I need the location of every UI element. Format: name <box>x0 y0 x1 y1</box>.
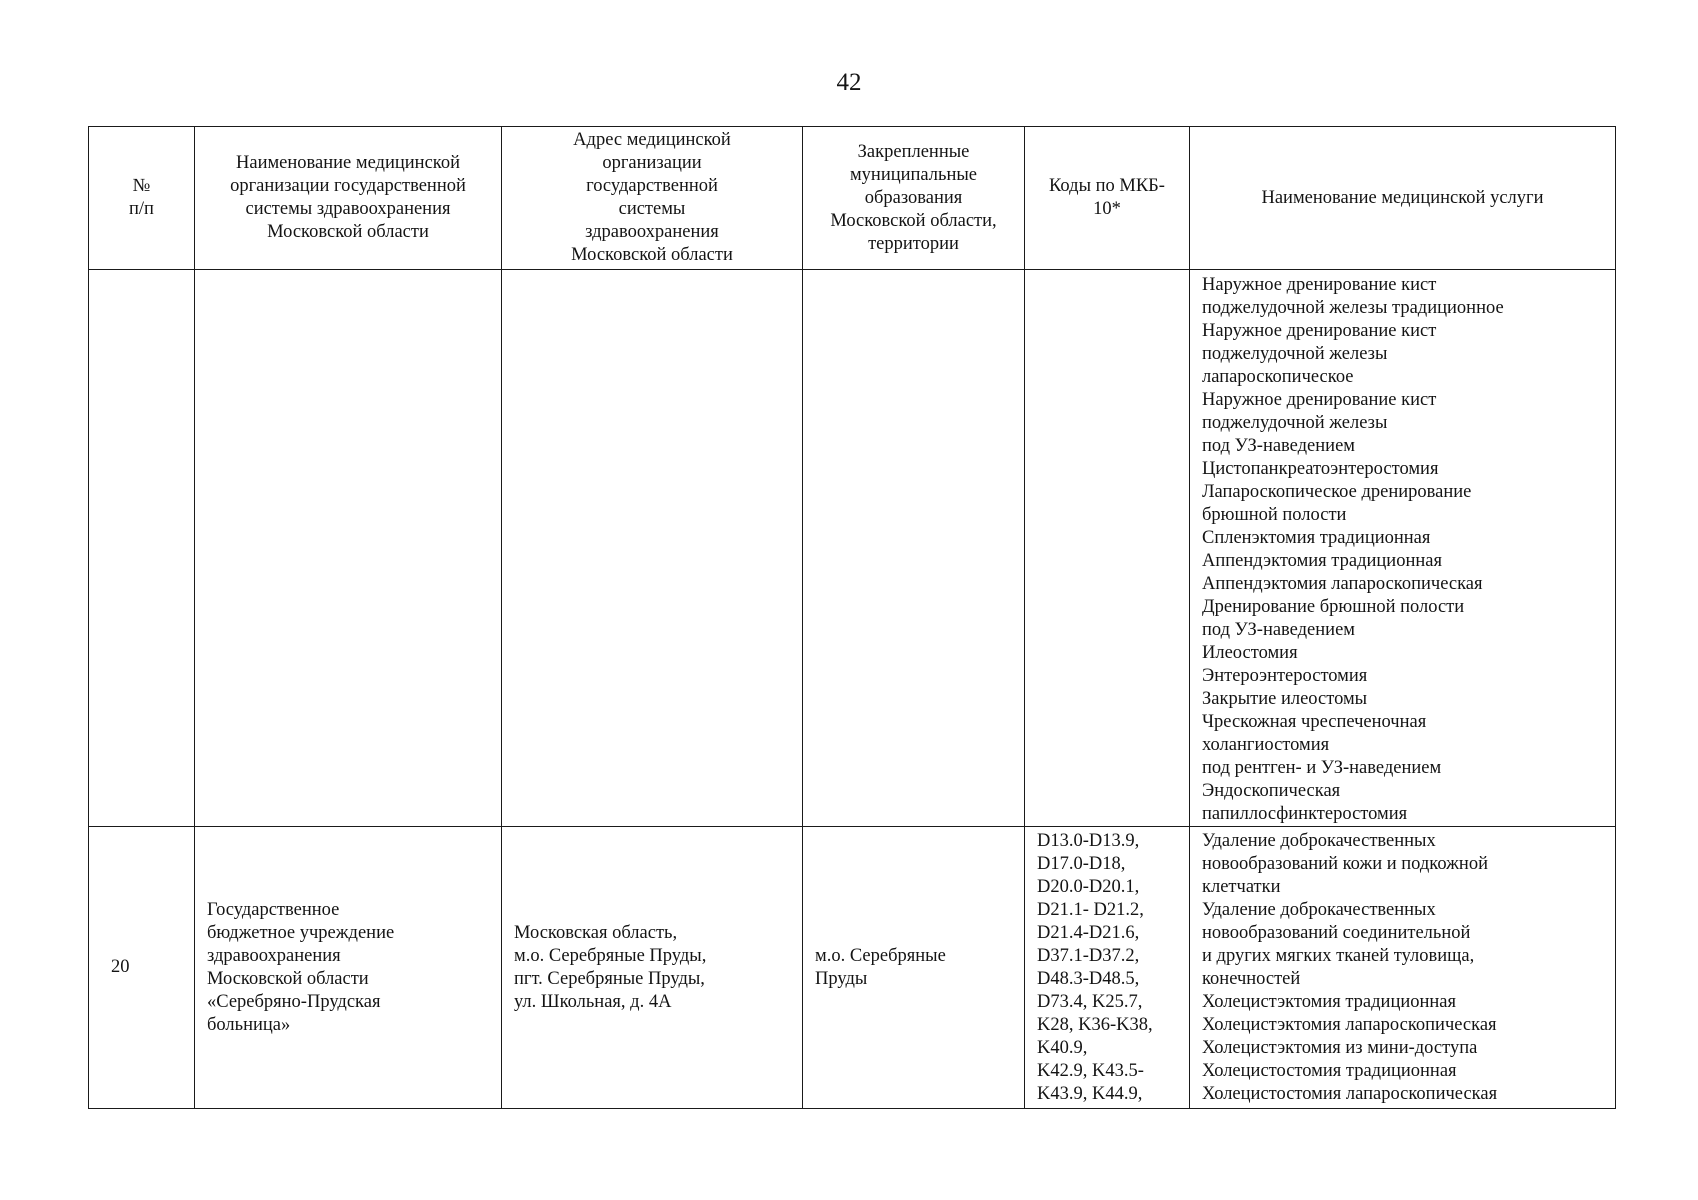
text-line: Удаление доброкачественных <box>1202 831 1436 851</box>
text-line: Холецистостомия традиционная <box>1202 1061 1457 1081</box>
text-line: Холецистэктомия лапароскопическая <box>1202 1015 1497 1035</box>
text-line: Наружное дренирование кист <box>1202 275 1437 295</box>
text-line: 10* <box>1093 199 1121 219</box>
text-line: ул. Школьная, д. 4А <box>514 991 672 1012</box>
text-line: Московской области <box>207 968 369 989</box>
text-line: Лапароскопическое дренирование <box>1202 482 1472 502</box>
text-line: под УЗ-наведением <box>1202 436 1355 456</box>
cell-icd-codes <box>1025 270 1190 827</box>
header-icd-codes-text <box>1031 175 1183 221</box>
page-number: 42 <box>836 69 862 96</box>
text-line: пгт. Серебряные Пруды, <box>514 968 705 989</box>
text-line: поджелудочной железы традиционное <box>1202 298 1504 318</box>
header-address <box>502 127 803 270</box>
text-line: поджелудочной железы <box>1202 413 1388 433</box>
text-line: Чрескожная чреспеченочная <box>1202 712 1427 732</box>
table-row <box>89 827 1616 1109</box>
text-line: здравоохранения <box>585 222 719 242</box>
cell-territory-text <box>815 945 1018 991</box>
text-line: Аппендэктомия лапароскопическая <box>1202 574 1483 594</box>
cell-territory <box>803 270 1025 827</box>
text-line: Наружное дренирование кист <box>1202 390 1437 410</box>
text-line: Закрепленные <box>857 141 970 162</box>
table-header-row <box>89 127 1616 270</box>
header-org-name <box>195 127 502 270</box>
text-line: № <box>132 176 151 196</box>
text-line: системы <box>618 199 686 219</box>
text-line: Наименование медицинской услуги <box>1261 187 1544 208</box>
text-line: м.о. Серебряные <box>815 945 946 966</box>
text-line: Московская область, <box>514 922 678 943</box>
text-line: D37.1-D37.2, <box>1037 946 1140 966</box>
cell-icd-codes-text <box>1037 830 1183 1106</box>
text-line: D17.0-D18, <box>1037 854 1126 874</box>
text-line: Цистопанкреатоэнтеростомия <box>1202 459 1439 479</box>
text-line: здравоохранения <box>207 945 341 966</box>
text-line: организации <box>602 153 702 173</box>
cell-address <box>502 827 803 1109</box>
text-line: государственной <box>586 176 718 196</box>
header-service-text <box>1196 187 1609 210</box>
text-line: муниципальные <box>849 164 978 185</box>
cell-address <box>502 270 803 827</box>
cell-num <box>89 270 195 827</box>
text-line: системы здравоохранения <box>245 199 451 219</box>
text-line: Спленэктомия традиционная <box>1202 528 1431 548</box>
cell-num-text <box>111 956 188 979</box>
text-line: клетчатки <box>1202 877 1281 897</box>
text-line: Московской области <box>571 245 733 265</box>
text-line: Государственное <box>207 899 340 920</box>
text-line: м.о. Серебряные Пруды, <box>514 945 707 966</box>
text-line: холангиостомия <box>1202 735 1330 755</box>
text-line: Коды по МКБ- <box>1049 176 1165 196</box>
header-territory <box>803 127 1025 270</box>
text-line: больница» <box>207 1014 291 1035</box>
header-num <box>89 127 195 270</box>
text-line: Эндоскопическая <box>1202 781 1341 801</box>
text-line: Удаление доброкачественных <box>1202 900 1436 920</box>
text-line: п/п <box>129 199 154 219</box>
header-num-text <box>95 175 188 221</box>
text-line: Адрес медицинской <box>573 130 731 150</box>
cell-icd-codes <box>1025 827 1190 1109</box>
text-line: бюджетное учреждение <box>207 922 395 943</box>
text-line: Холецистостомия лапароскопическая <box>1202 1084 1498 1104</box>
header-icd-codes <box>1025 127 1190 270</box>
text-line: брюшной полости <box>1202 505 1347 525</box>
header-org-name-text <box>201 152 495 244</box>
text-line: K43.9, K44.9, <box>1037 1084 1143 1104</box>
text-line: D13.0-D13.9, <box>1037 831 1140 851</box>
text-line: Энтероэнтеростомия <box>1202 666 1368 686</box>
text-line: образования <box>864 187 963 208</box>
text-line: K42.9, K43.5- <box>1037 1061 1144 1081</box>
header-address-text <box>508 129 796 267</box>
text-line: Наименование медицинской <box>236 153 460 173</box>
cell-org-name <box>195 827 502 1109</box>
text-line: новообразований кожи и подкожной <box>1202 854 1488 874</box>
cell-address-text <box>514 922 796 1014</box>
text-line: Пруды <box>815 968 868 989</box>
text-line: Московской области <box>267 222 429 242</box>
text-line: D73.4, K25.7, <box>1037 992 1143 1012</box>
text-line: Аппендэктомия традиционная <box>1202 551 1442 571</box>
cell-org-name-text <box>207 899 495 1037</box>
text-line: организации государственной <box>230 176 466 196</box>
facilities-table <box>88 126 1616 1109</box>
cell-territory <box>803 827 1025 1109</box>
text-line: K28, K36-K38, <box>1037 1015 1153 1035</box>
text-line: Закрытие илеостомы <box>1202 689 1368 709</box>
table-row <box>89 270 1616 827</box>
text-line: территории <box>868 233 959 254</box>
cell-org-name <box>195 270 502 827</box>
header-territory-text <box>809 141 1018 256</box>
cell-num <box>89 827 195 1109</box>
text-line: D48.3-D48.5, <box>1037 969 1140 989</box>
text-line: новообразований соединительной <box>1202 923 1471 943</box>
text-line: D20.0-D20.1, <box>1037 877 1140 897</box>
text-line: лапароскопическое <box>1202 367 1354 387</box>
text-line: Холецистэктомия из мини-доступа <box>1202 1038 1478 1058</box>
text-line: конечностей <box>1202 969 1301 989</box>
text-line: под рентген- и УЗ-наведением <box>1202 758 1442 778</box>
text-line: 20 <box>111 957 130 977</box>
cell-service <box>1190 270 1616 827</box>
text-line: Холецистэктомия традиционная <box>1202 992 1457 1012</box>
cell-service <box>1190 827 1616 1109</box>
text-line: папиллосфинктеростомия <box>1202 804 1408 824</box>
text-line: K40.9, <box>1037 1038 1088 1058</box>
cell-service-text <box>1202 830 1609 1106</box>
text-line: Илеостомия <box>1202 643 1298 663</box>
header-service <box>1190 127 1616 270</box>
text-line: Московской области, <box>830 210 997 231</box>
text-line: и других мягких тканей туловища, <box>1202 946 1475 966</box>
text-line: Дренирование брюшной полости <box>1202 597 1465 617</box>
cell-service-text <box>1202 274 1609 826</box>
text-line: D21.4-D21.6, <box>1037 923 1140 943</box>
text-line: под УЗ-наведением <box>1202 620 1355 640</box>
text-line: D21.1- D21.2, <box>1037 900 1144 920</box>
text-line: Наружное дренирование кист <box>1202 321 1437 341</box>
text-line: «Серебряно-Прудская <box>207 991 381 1012</box>
text-line: поджелудочной железы <box>1202 344 1388 364</box>
